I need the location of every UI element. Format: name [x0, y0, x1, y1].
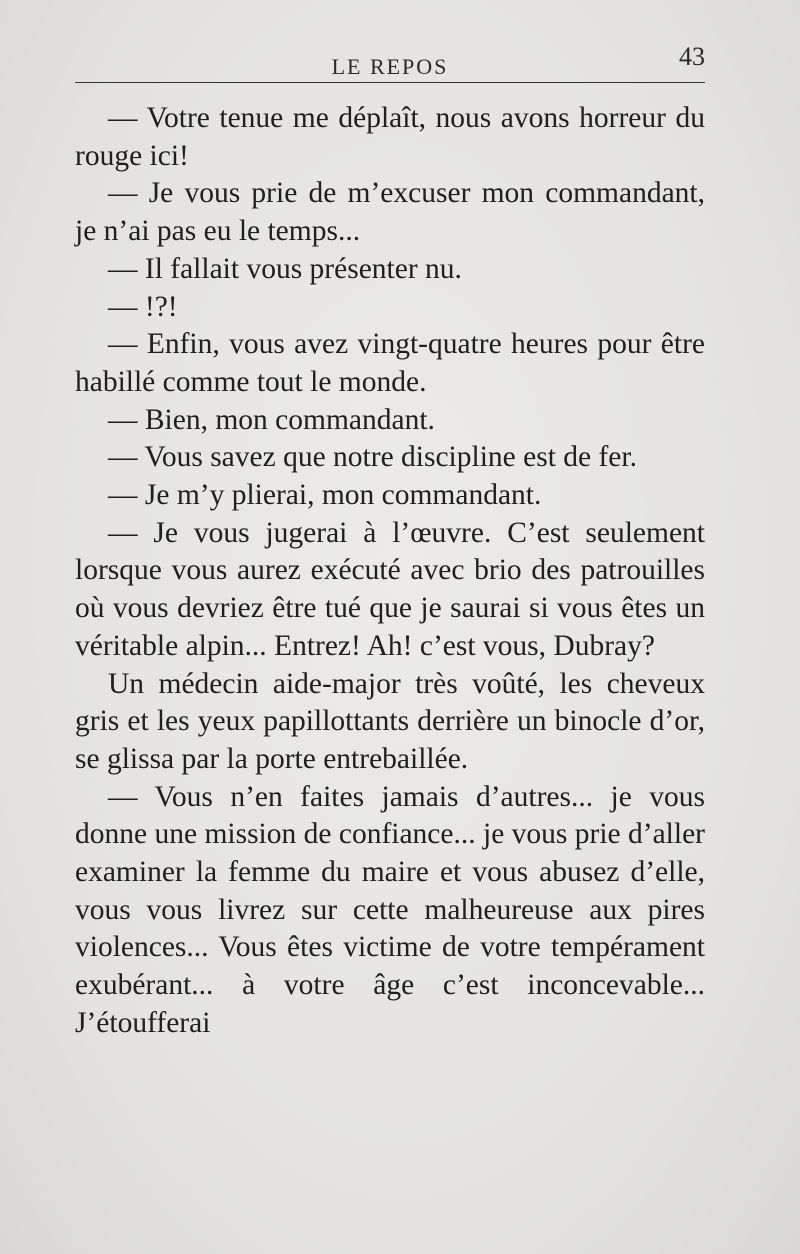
- body-text: [75, 100, 705, 1043]
- paragraph-5: — Enfin, vous avez vingt-quatre heures pour être habillé comme tout le monde.: [75, 328, 705, 398]
- paragraph-2: — Je vous prie de m’excuser mon commandant, je n’ai pas eu le temps...: [75, 177, 705, 248]
- paragraph-11: — Vous n’en faites jamais d’autres... je vous donne une mission de confiance... je vous prie d’aller examiner la femme du maire et vous abusez d’elle, vous vous livrez sur cette malheureuse aux pires violences... Vous êtes victime de votre tempérament exubérant... à votre âge c’est inconcevable... J’étoufferai: [75, 780, 705, 1039]
- paragraph-6: — Bien, mon commandant.: [108, 403, 435, 436]
- paragraph-8: — Je m’y plierai, mon commandant.: [108, 479, 542, 512]
- running-title: LE REPOS: [331, 54, 449, 79]
- paragraph-9: — Je vous jugerai à l’œuvre. C’est seulement lorsque vous aurez exécuté avec brio des patrouilles où vous devriez être tué que je saurai si vous êtes un véritable alpin... Entrez! Ah! c’est vous, Dubray?: [75, 516, 705, 662]
- running-head: [75, 38, 705, 83]
- paragraph-3: — Il fallait vous présenter nu.: [108, 252, 462, 285]
- paragraph-7: — Vous savez que notre discipline est de fer.: [108, 441, 637, 474]
- paragraph-1: — Votre tenue me déplaît, nous avons horreur du rouge ici!: [75, 102, 705, 172]
- paragraph-10: Un médecin aide-major très voûté, les cheveux gris et les yeux papillottants derrière un binocle d’or, se glissa par la porte entrebaillée.: [75, 667, 705, 775]
- paragraph-4: — !?!: [108, 290, 178, 323]
- page-number: 43: [679, 42, 705, 71]
